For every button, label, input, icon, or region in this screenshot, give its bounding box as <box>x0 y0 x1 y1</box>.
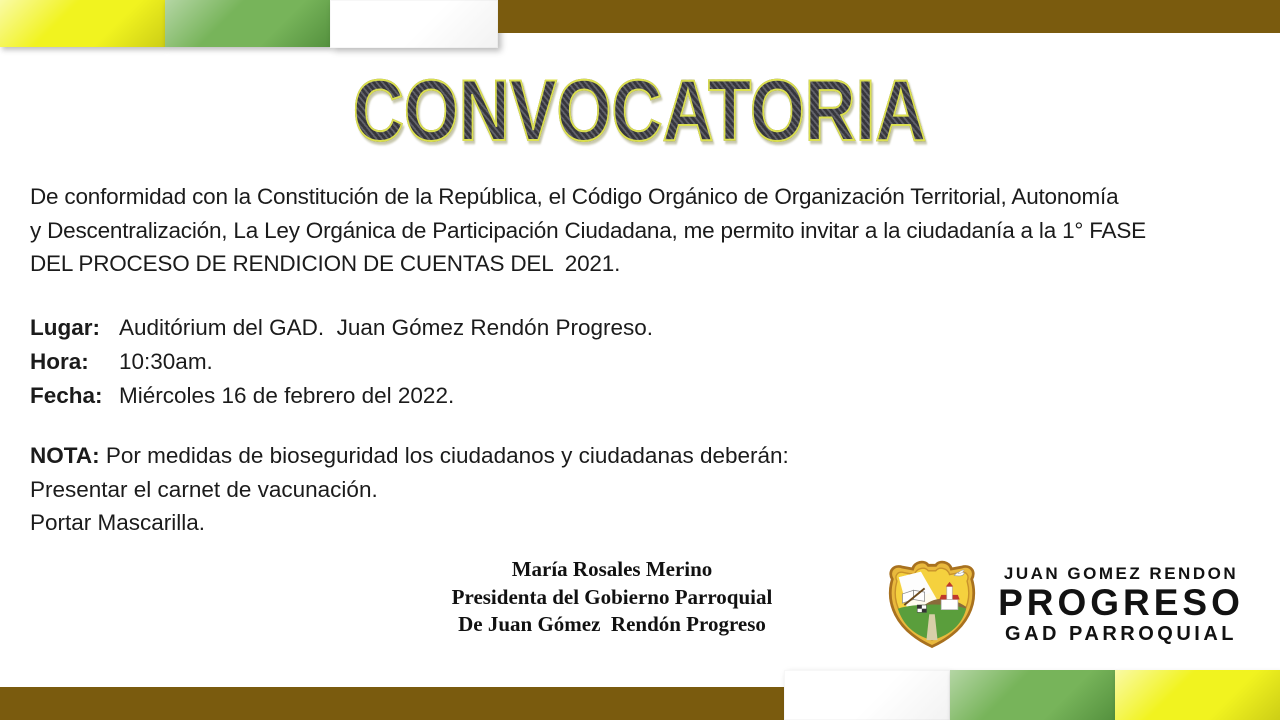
paragraph-line: De conformidad con la Constitución de la República, el Código Orgánico de Organización Territorial, Autonomía <box>30 184 1119 209</box>
note-line: Portar Mascarilla. <box>30 510 206 535</box>
detail-label: Hora: <box>30 349 89 374</box>
detail-value: Auditórium del GAD. Juan Gómez Rendón Progreso. <box>119 315 654 340</box>
paragraph-line: y Descentralización, La Ley Orgánica de Participación Ciudadana, me permito invitar a la ciudadanía a la 1° FASE <box>30 217 1146 243</box>
detail-value: 10:30am. <box>119 349 213 374</box>
signature-name: María Rosales Merino <box>511 557 713 581</box>
signature-entity: De Juan Gómez Rendón Progreso <box>458 612 766 636</box>
bottom-gold-bar <box>0 687 784 720</box>
detail-label: Fecha: <box>30 383 103 408</box>
parish-crest-icon <box>876 557 988 653</box>
page-title: CONVOCATORIA <box>353 63 927 159</box>
top-yellow-block <box>0 0 165 47</box>
event-details <box>30 311 653 413</box>
detail-row-hora <box>30 345 653 379</box>
top-gold-bar <box>498 0 1280 33</box>
paragraph-line: DEL PROCESO DE RENDICION DE CUENTAS DEL 2021. <box>30 251 621 276</box>
detail-row-fecha <box>30 379 653 413</box>
biosecurity-note <box>30 439 789 540</box>
detail-value: Miércoles 16 de febrero del 2022. <box>119 383 455 408</box>
title-wrap <box>0 63 1280 159</box>
logo-line-juan-gomez-rendon: JUAN GOMEZ RENDON <box>1003 564 1239 584</box>
bottom-green-block <box>950 670 1115 720</box>
note-label: NOTA: <box>30 443 100 468</box>
note-line: Presentar el carnet de vacunación. <box>30 476 378 502</box>
gad-logo <box>876 556 1248 654</box>
top-white-block <box>330 0 498 48</box>
bottom-white-block <box>784 670 950 720</box>
intro-paragraph <box>30 180 1260 281</box>
detail-row-lugar <box>30 311 653 345</box>
note-intro-line <box>30 439 789 473</box>
logo-text <box>994 564 1248 646</box>
detail-label: Lugar: <box>30 315 100 340</box>
signature-title: Presidenta del Gobierno Parroquial <box>451 584 773 609</box>
top-green-block <box>165 0 330 47</box>
logo-line-gad-parroquial: GAD PARROQUIAL <box>1005 622 1237 645</box>
signature-block <box>362 556 862 639</box>
logo-line-progreso: PROGRESO <box>998 582 1244 624</box>
note-intro: Por medidas de bioseguridad los ciudadanos y ciudadanas deberán: <box>99 443 789 468</box>
bottom-yellow-block <box>1115 670 1280 720</box>
